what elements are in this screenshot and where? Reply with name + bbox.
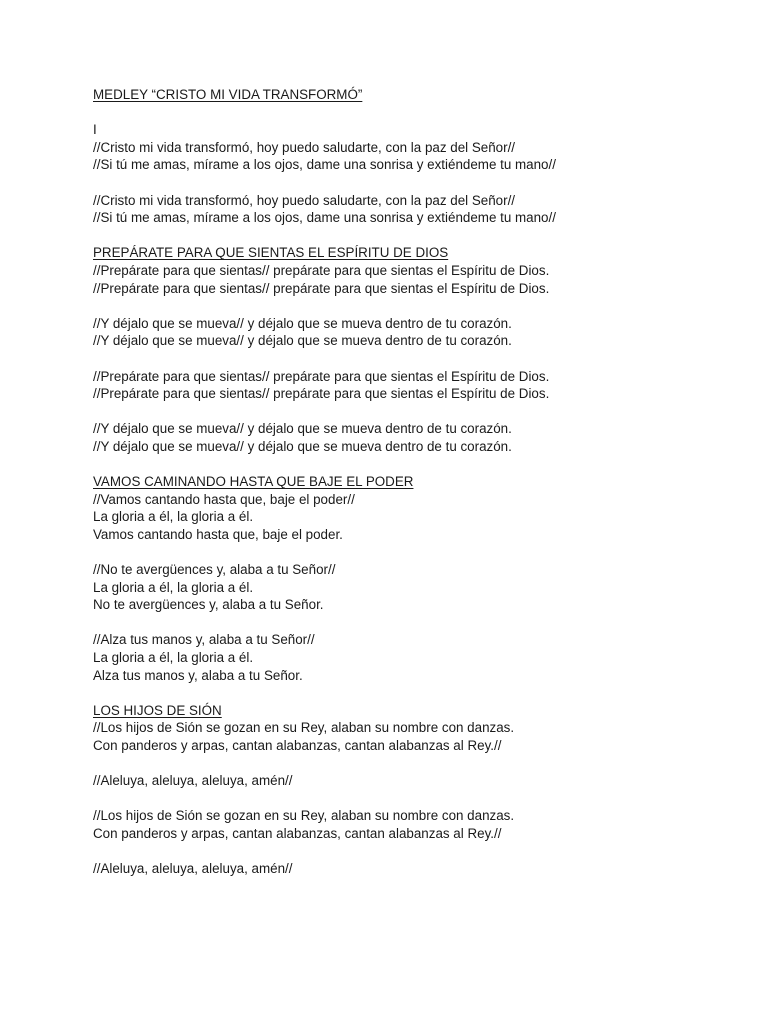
lyric-line: //No te avergüences y, alaba a tu Señor//	[93, 562, 336, 578]
spacer	[93, 614, 733, 632]
lyric-line: //Alza tus manos y, alaba a tu Señor//	[93, 632, 315, 648]
lyric-line: //Cristo mi vida transformó, hoy puedo saludarte, con la paz del Señor//	[93, 139, 516, 155]
lyric-line: //Y déjalo que se mueva// y déjalo que se mueva dentro de tu corazón.	[93, 315, 512, 331]
lyric-line: //Prepárate para que sientas// prepárate para que sientas el Espíritu de Dios.	[93, 368, 550, 384]
document-page	[93, 86, 733, 878]
spacer	[93, 455, 733, 473]
lyric-line: //Si tú me amas, mírame a los ojos, dame una sonrisa y extiéndeme tu mano//	[93, 157, 556, 173]
spacer	[93, 403, 733, 421]
lyric-line: Vamos cantando hasta que, baje el poder.	[93, 526, 343, 542]
lyric-line: //Los hijos de Sión se gozan en su Rey, alaban su nombre con danzas.	[93, 720, 515, 736]
section-heading: VAMOS CAMINANDO HASTA QUE BAJE EL PODER	[93, 474, 414, 490]
lyric-line: Alza tus manos y, alaba a tu Señor.	[93, 667, 303, 683]
lyric-line: La gloria a él, la gloria a él.	[93, 579, 254, 595]
spacer	[93, 755, 733, 773]
lyric-line: Con panderos y arpas, cantan alabanzas, cantan alabanzas al Rey.//	[93, 737, 502, 753]
section-heading: LOS HIJOS DE SIÓN	[93, 702, 222, 718]
lyric-line: //Y déjalo que se mueva// y déjalo que se mueva dentro de tu corazón.	[93, 333, 512, 349]
lyric-line: //Vamos cantando hasta que, baje el poder//	[93, 491, 355, 507]
spacer	[93, 227, 733, 245]
spacer	[93, 684, 733, 702]
lyric-line: //Prepárate para que sientas// prepárate para que sientas el Espíritu de Dios.	[93, 280, 550, 296]
lyric-line: No te avergüences y, alaba a tu Señor.	[93, 597, 324, 613]
spacer	[93, 543, 733, 561]
lyric-line: //Los hijos de Sión se gozan en su Rey, alaban su nombre con danzas.	[93, 808, 515, 824]
spacer	[93, 174, 733, 192]
spacer	[93, 297, 733, 315]
lyric-line: Con panderos y arpas, cantan alabanzas, cantan alabanzas al Rey.//	[93, 825, 502, 841]
lyric-line: //Aleluya, aleluya, aleluya, amén//	[93, 861, 293, 877]
section-heading: PREPÁRATE PARA QUE SIENTAS EL ESPÍRITU DE DIOS	[93, 245, 449, 261]
lyric-line: //Aleluya, aleluya, aleluya, amén//	[93, 773, 293, 789]
document-title: MEDLEY “CRISTO MI VIDA TRANSFORMÓ”	[93, 87, 363, 102]
lyric-line: La gloria a él, la gloria a él.	[93, 650, 254, 665]
lyric-line: //Si tú me amas, mírame a los ojos, dame una sonrisa y extiéndeme tu mano//	[93, 210, 556, 226]
lyric-line: La gloria a él, la gloria a él.	[93, 509, 254, 525]
lyric-line: //Y déjalo que se mueva// y déjalo que se mueva dentro de tu corazón.	[93, 421, 512, 437]
spacer	[93, 104, 733, 122]
spacer	[93, 350, 733, 368]
lyric-line: //Prepárate para que sientas// prepárate para que sientas el Espíritu de Dios.	[93, 262, 550, 278]
lyric-line: //Cristo mi vida transformó, hoy puedo saludarte, con la paz del Señor//	[93, 192, 516, 208]
spacer	[93, 790, 733, 808]
lyric-line: //Y déjalo que se mueva// y déjalo que se mueva dentro de tu corazón.	[93, 438, 512, 454]
section-label: I	[93, 122, 97, 138]
spacer	[93, 843, 733, 861]
lyric-line: //Prepárate para que sientas// prepárate para que sientas el Espíritu de Dios.	[93, 386, 550, 402]
